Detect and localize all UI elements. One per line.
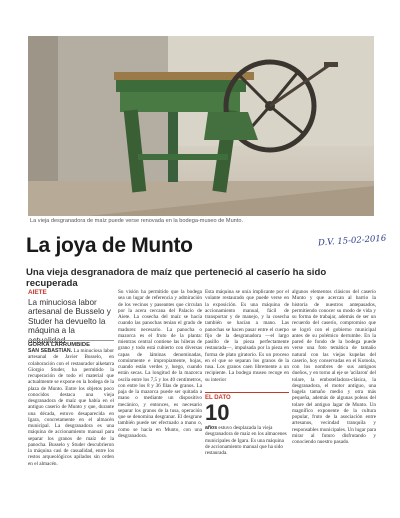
lead-paragraph: La minuciosa labor artesanal de Busselo y Studer ha devuelto la máquina a la actualidad bbox=[28, 298, 111, 345]
dato-text-leadin: años bbox=[205, 425, 218, 431]
photo-desgranadora bbox=[28, 36, 374, 216]
machine-illustration bbox=[28, 36, 374, 216]
headline: La joya de Munto bbox=[26, 234, 193, 257]
photo-caption: La vieja desgranadora de maíz puede verse renovada en la bodega-museo de Munto. bbox=[30, 218, 244, 224]
article-column-3: Esta máquina se unía implicante por el volante restaurado que puede verse en la exposición. Es una máquina de accionamiento manual, fácil de transportar y de manejo, y la cosecha también se hacían a mano. Las panochas se hacen pasar entre el cuerpo fijo de la desgranadora —el largo pasillo de la pieza perfectamente restaurada—, impulsada por la pieza en forma de plato giratorio. Es un proceso en el que se separan los granos de la tusa. Los granos caen libremente a un recipiente. La bodega museo recoge en su interior bbox=[205, 289, 289, 383]
column-1-text: La minuciosa labor artesanal de Javier Busselo, en colaboración con el restaurador aiketarra Giorgio Studer, ha permitido la recuperación de todo el material que actualmente se expone en la bodega de la plaza de Munto. Entre los objetos poco conocidos destaca una vieja desgranadora de maíz que había en el antiguo caserío de Munto y que, durante una década, estuvo desaparecida en Igara, concretamente en el almacén municipal. La desgranadora es una máquina de accionamiento manual para separar los granos de maíz de la panocha. Busselo y Studer descubrieron la máquina casi de casualidad, entre los restos arqueológicos apilados sin orden en el almacén. bbox=[28, 348, 114, 467]
author-byline: GORKA LARRUMBIDE bbox=[28, 340, 114, 348]
handwritten-date: D.V. 15-02-2016 bbox=[317, 233, 387, 249]
dato-text bbox=[205, 425, 289, 456]
article-column-2: Su visión ha permitido que la bodega sea un lugar de referencia y admiración de los vecinos y paseantes que circulan por la acera cercana del Palacio de Aiete. La cosecha del maíz se hacía cuando las panochas tenían el grado de madurez necesario. La panocha o mazorca es el fruto de la planta: mientras central contiene las hileras de grano y todo está cubierto con diversas capas de láminas denominadas, comúnmente e impropiamente, hojas, cuando están verdes y, luego, cuando están secas. La longitud de la mazorca oscila entre los 7,5 y los 40 centímetros, con entre los 8 y 36 filas de granos. La paja de la mazorca puede ser quitada a mano o mediante un dispositivo mecánico, y entonces, es necesario separar los granos de la tusa, operación que se denomina desgranar. El desgrane también puede ser efectuado a mano o, como se hacía en Munto, con una desgranadora. bbox=[118, 289, 202, 439]
section-tag: AIETE bbox=[28, 289, 47, 296]
subheadline: Una vieja desgranadora de maíz que perteneció al caserío ha sido recuperada bbox=[26, 267, 327, 289]
dato-label: EL DATO bbox=[205, 395, 231, 401]
dato-text-body: estuvo desplazada la vieja desgranadora de maíz en los almacenes municipales de Igara. Es una máquina de accionamiento manual que ha sido restaurada. bbox=[205, 425, 287, 456]
article-column-4: algunos elementos clásicos del caserío Munto y que acercan al barrio la historia de nuestros antepasados, permitiendo conocer su modo de vida y su forma de trabajar, además de ser un recuerdo del caserío, compromiso que se logró con el gobierno municipal antes de su polémico derrumbe. En la pared de fondo de la bodega puede verse una foto temática de tamaño natural con las viejas kupelas del caserío, hoy conservadas en el Kotoola, con los nombres de sus antiguos dueños, y en torno al eje se 'acilaron' del tolare, la embotelladora-clásica, la desgranadora, el motor antiguo, una bagela tamaño medio y otra más pequeña, además de algunas poleas del tolare del antiguo lagar de Munto. Un magnífico exponente de la cultura popular, fruto de la asociación entre artesanos, vecindad tranquila y responsables municipales. Un lugar para mirar al futuro disfrutando y conociendo nuestro pasado. bbox=[292, 289, 376, 445]
dato-number: 10 bbox=[205, 400, 230, 425]
article-column-1 bbox=[28, 348, 114, 467]
dato-box bbox=[205, 392, 289, 456]
dateline: SAN SEBASTIÁN. bbox=[28, 348, 73, 354]
